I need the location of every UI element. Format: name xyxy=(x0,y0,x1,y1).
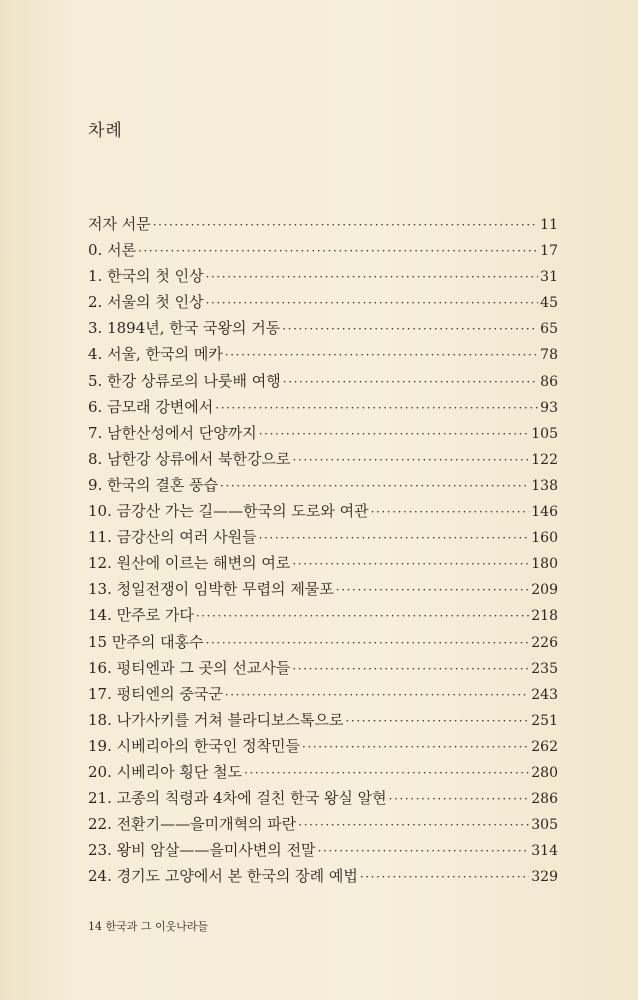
toc-entry xyxy=(88,735,558,761)
toc-entry-title: 6. 금모래 강변에서 xyxy=(88,397,214,416)
toc-entry-page: 31 xyxy=(540,269,558,286)
dot-leader xyxy=(336,583,529,597)
toc-entry-page: 45 xyxy=(540,295,558,312)
dot-leader xyxy=(259,427,530,441)
toc-entry-page: 329 xyxy=(531,869,558,886)
toc-entry xyxy=(88,631,558,657)
table-of-contents xyxy=(88,213,558,891)
toc-entry-page: 146 xyxy=(531,504,558,521)
toc-entry-title: 4. 서울, 한국의 메카 xyxy=(88,345,223,364)
dot-leader xyxy=(293,453,530,467)
dot-leader xyxy=(292,662,529,676)
toc-entry-title: 24. 경기도 고양에서 본 한국의 장례 예법 xyxy=(88,867,358,886)
toc-entry xyxy=(88,709,558,735)
toc-entry xyxy=(88,865,558,891)
toc-entry-page: 262 xyxy=(531,738,558,755)
toc-entry xyxy=(88,552,558,578)
toc-entry xyxy=(88,683,558,709)
toc-entry-title: 0. 서론 xyxy=(88,241,137,260)
dot-leader xyxy=(215,401,538,415)
toc-entry-title: 10. 금강산 가는 길——한국의 도로와 여관 xyxy=(88,502,369,521)
toc-entry xyxy=(88,657,558,683)
toc-entry-page: 243 xyxy=(531,686,558,703)
toc-entry-title: 22. 전환기——을미개혁의 파란 xyxy=(88,815,297,834)
toc-entry xyxy=(88,787,558,813)
toc-entry xyxy=(88,578,558,604)
toc-entry-title: 11. 금강산의 여러 사원들 xyxy=(88,528,257,547)
toc-entry xyxy=(88,422,558,448)
toc-entry-title: 8. 남한강 상류에서 북한강으로 xyxy=(88,449,291,468)
dot-leader xyxy=(302,740,529,754)
page-footer: 14 한국과 그 이웃나라들 xyxy=(88,920,209,933)
toc-entry-page: 209 xyxy=(531,582,558,599)
toc-entry-page: 78 xyxy=(540,347,558,364)
toc-entry-page: 180 xyxy=(531,556,558,573)
toc-entry-title: 20. 시베리아 횡단 철도 xyxy=(88,762,243,781)
dot-leader xyxy=(206,636,530,650)
dot-leader xyxy=(225,688,529,702)
toc-entry-page: 93 xyxy=(540,399,558,416)
toc-entry xyxy=(88,291,558,317)
toc-entry xyxy=(88,213,558,239)
dot-leader xyxy=(244,766,529,780)
toc-entry-title: 17. 펑티엔의 중국군 xyxy=(88,684,223,703)
toc-entry xyxy=(88,448,558,474)
dot-leader xyxy=(283,375,538,389)
toc-entry-title: 13. 청일전쟁이 임박한 무렵의 제물포 xyxy=(88,580,334,599)
dot-leader xyxy=(138,244,538,258)
dot-leader xyxy=(206,296,539,310)
toc-entry xyxy=(88,526,558,552)
toc-entry-title: 9. 한국의 결혼 풍습 xyxy=(88,475,219,494)
toc-entry-title: 1. 한국의 첫 인상 xyxy=(88,267,204,286)
toc-entry-page: 86 xyxy=(540,373,558,390)
dot-leader xyxy=(225,348,538,362)
toc-entry-title: 18. 나가사키를 거쳐 블라디보스톡으로 xyxy=(88,710,344,729)
toc-heading: 차례 xyxy=(88,121,123,141)
toc-entry-page: 280 xyxy=(531,764,558,781)
toc-entry-title: 12. 원산에 이르는 해변의 여로 xyxy=(88,554,291,573)
dot-leader xyxy=(282,322,538,336)
dot-leader xyxy=(220,479,529,493)
dot-leader xyxy=(292,557,529,571)
toc-entry-title: 5. 한강 상류로의 나룻배 여행 xyxy=(88,371,281,390)
dot-leader xyxy=(360,870,529,884)
toc-entry-page: 105 xyxy=(531,425,558,442)
dot-leader xyxy=(298,818,529,832)
dot-leader xyxy=(196,609,529,623)
toc-entry-title: 15 만주의 대홍수 xyxy=(88,632,204,651)
toc-entry-title: 저자 서문 xyxy=(88,215,151,233)
toc-entry xyxy=(88,396,558,422)
dot-leader xyxy=(371,505,530,519)
dot-leader xyxy=(259,531,530,545)
toc-entry-title: 19. 시베리아의 한국인 정착민들 xyxy=(88,736,301,755)
toc-entry-title: 2. 서울의 첫 인상 xyxy=(88,293,204,312)
toc-entry-page: 160 xyxy=(531,530,558,547)
toc-entry-page: 65 xyxy=(540,321,558,338)
toc-entry-page: 17 xyxy=(540,243,558,260)
dot-leader xyxy=(206,270,539,284)
toc-entry xyxy=(88,500,558,526)
dot-leader xyxy=(318,844,530,858)
toc-entry xyxy=(88,761,558,787)
toc-entry-page: 138 xyxy=(531,477,558,494)
toc-entry-page: 235 xyxy=(531,660,558,677)
toc-entry-title: 3. 1894년, 한국 국왕의 거동 xyxy=(88,319,281,338)
toc-entry-page: 218 xyxy=(531,608,558,625)
toc-entry-page: 251 xyxy=(531,712,558,729)
dot-leader xyxy=(346,714,530,728)
toc-entry-title: 23. 왕비 암살——을미사변의 전말 xyxy=(88,841,316,860)
toc-entry-page: 11 xyxy=(540,217,558,233)
toc-entry xyxy=(88,317,558,343)
toc-entry-page: 286 xyxy=(531,791,558,808)
toc-entry xyxy=(88,839,558,865)
toc-entry xyxy=(88,474,558,500)
toc-entry xyxy=(88,370,558,396)
toc-entry-page: 314 xyxy=(531,843,558,860)
toc-entry-title: 16. 펑티엔과 그 곳의 선교사들 xyxy=(88,658,291,677)
toc-entry xyxy=(88,239,558,265)
toc-entry-page: 226 xyxy=(531,634,558,651)
toc-entry-title: 14. 만주로 가다 xyxy=(88,606,194,625)
toc-entry-page: 122 xyxy=(531,451,558,468)
toc-entry-page: 305 xyxy=(531,817,558,834)
toc-entry xyxy=(88,265,558,291)
dot-leader xyxy=(389,792,530,806)
toc-entry xyxy=(88,604,558,630)
dot-leader xyxy=(153,218,538,232)
toc-entry xyxy=(88,343,558,369)
toc-entry-title: 21. 고종의 칙령과 4차에 걸친 한국 왕실 알현 xyxy=(88,789,387,808)
toc-entry xyxy=(88,813,558,839)
toc-entry-title: 7. 남한산성에서 단양까지 xyxy=(88,423,257,442)
